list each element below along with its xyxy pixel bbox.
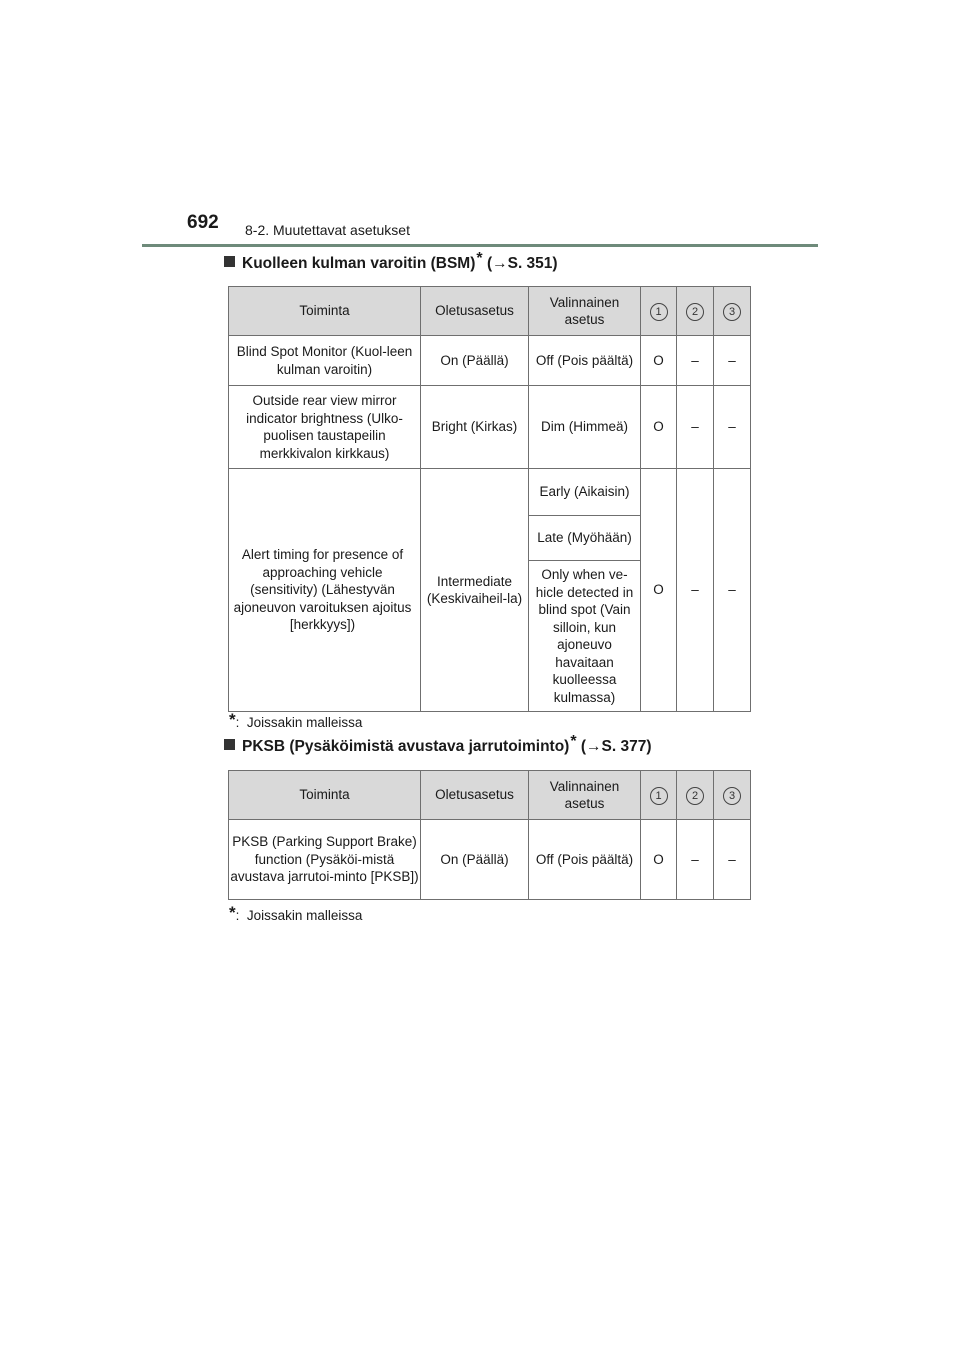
col-method-3	[714, 771, 751, 820]
table-row	[229, 336, 751, 386]
pksb-footnote: *: Joissakin malleissa	[229, 903, 363, 923]
option-cell: Late (Myöhään)	[529, 516, 641, 561]
col-function: Toiminta	[229, 287, 421, 336]
circled-3-icon: 3	[723, 303, 741, 321]
col-method-3	[714, 287, 751, 336]
col-optional: Valinnainen asetus	[529, 287, 641, 336]
circled-2-icon: 2	[686, 303, 704, 321]
page-reference: (→S. 351)	[486, 255, 558, 272]
method-1-cell: O	[641, 820, 677, 900]
function-cell: Blind Spot Monitor (Kuol-leen kulman varoitin)	[229, 336, 421, 386]
default-cell: On (Päällä)	[421, 336, 529, 386]
method-3-cell: –	[714, 336, 751, 386]
function-cell: PKSB (Parking Support Brake) function (Pysäköi-mistä avustava jarrutoi-minto [PKSB])	[229, 820, 421, 900]
header-rule	[142, 244, 818, 247]
function-cell: Alert timing for presence of approaching vehicle (sensitivity) (Lähestyvän ajoneuvon varoituksen ajoitus [herkkyys])	[229, 469, 421, 712]
running-header: 8-2. Muutettavat asetukset	[245, 222, 410, 238]
option-cell: Only when ve-hicle detected in blind spot (Vain silloin, kun ajoneuvo havaitaan kuolleessa kulmassa)	[529, 561, 641, 712]
col-default: Oletusasetus	[421, 771, 529, 820]
table-row	[229, 386, 751, 469]
method-3-cell: –	[714, 469, 751, 712]
option-cell: Off (Pois päältä)	[529, 336, 641, 386]
col-optional: Valinnainen asetus	[529, 771, 641, 820]
page-reference: (→S. 377)	[580, 738, 652, 755]
method-2-cell: –	[677, 820, 714, 900]
page-number: 692	[187, 212, 219, 233]
default-cell: Bright (Kirkas)	[421, 386, 529, 469]
col-method-2	[677, 287, 714, 336]
method-3-cell: –	[714, 820, 751, 900]
method-2-cell: –	[677, 469, 714, 712]
circled-1-icon: 1	[650, 303, 668, 321]
method-1-cell: O	[641, 336, 677, 386]
pksb-settings-table	[228, 770, 751, 900]
col-default: Oletusasetus	[421, 287, 529, 336]
default-cell: Intermediate (Keskivaiheil-la)	[421, 469, 529, 712]
table-header-row	[229, 287, 751, 336]
table-row	[229, 820, 751, 900]
circled-3-icon: 3	[723, 787, 741, 805]
option-cell: Dim (Himmeä)	[529, 386, 641, 469]
default-cell: On (Päällä)	[421, 820, 529, 900]
method-3-cell: –	[714, 386, 751, 469]
method-2-cell: –	[677, 386, 714, 469]
square-bullet-icon	[224, 739, 235, 750]
col-method-1	[641, 287, 677, 336]
option-cell: Off (Pois päältä)	[529, 820, 641, 900]
table-row	[229, 469, 751, 516]
col-method-1	[641, 771, 677, 820]
table-header-row	[229, 771, 751, 820]
bsm-footnote: *: Joissakin malleissa	[229, 710, 363, 730]
square-bullet-icon	[224, 256, 235, 267]
method-2-cell: –	[677, 336, 714, 386]
method-1-cell: O	[641, 469, 677, 712]
option-cell: Early (Aikaisin)	[529, 469, 641, 516]
method-1-cell: O	[641, 386, 677, 469]
col-method-2	[677, 771, 714, 820]
circled-2-icon: 2	[686, 787, 704, 805]
pksb-section-title: PKSB (Pysäköimistä avustava jarrutoiminto)* (→S. 377)	[224, 738, 652, 756]
bsm-section-title: Kuolleen kulman varoitin (BSM)* (→S. 351)	[224, 255, 558, 273]
bsm-settings-table	[228, 286, 751, 712]
circled-1-icon: 1	[650, 787, 668, 805]
col-function: Toiminta	[229, 771, 421, 820]
function-cell: Outside rear view mirror indicator brightness (Ulko-puolisen taustapeilin merkkivalon kirkkaus)	[229, 386, 421, 469]
